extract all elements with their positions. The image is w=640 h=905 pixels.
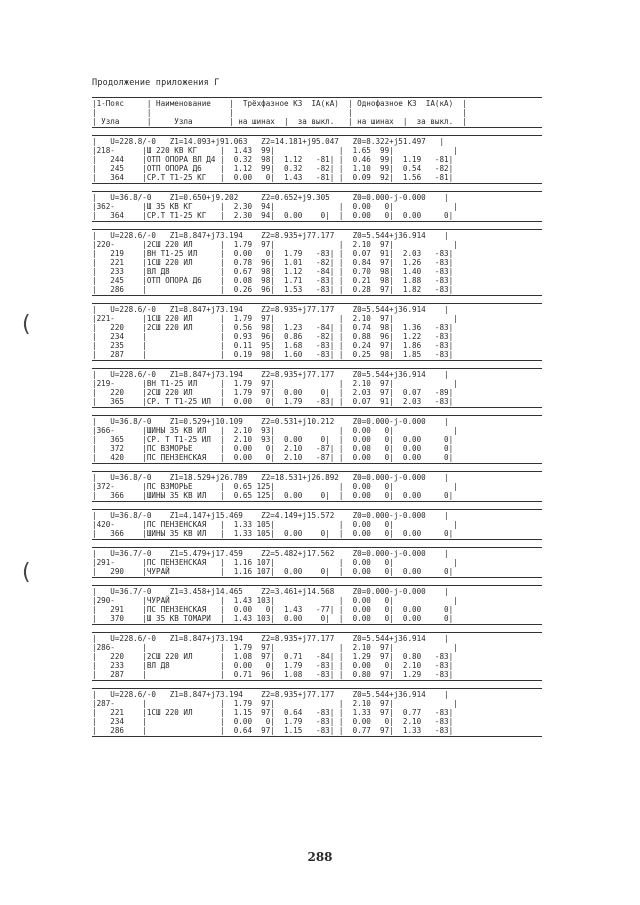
table-row: | 235 | | 0.11 95| 1.68 -83| | 0.24 97| 1.86 -83| (92, 341, 454, 350)
block-gap (92, 185, 542, 190)
table-row: | 287 | | 0.19 98| 1.60 -83| | 0.25 98| 1.85 -83| (92, 350, 454, 359)
table-rule (92, 407, 542, 408)
table-row: |372- |ПС ВЗМОРЬЕ | 0.65 125| | 0.00 0| | (92, 482, 458, 491)
table-row: | 287 | | 0.71 96| 1.08 -83| | 0.80 97| 1.29 -83| (92, 670, 454, 679)
table-rule (92, 368, 542, 369)
table-rule (92, 415, 542, 416)
table-row: | 219 |ВН Т1-25 ИЛ | 0.00 0| 1.79 -83| | 0.07 91| 2.03 -83| (92, 249, 454, 258)
table-row: |291- |ПС ПЕНЗЕНСКАЯ | 1.16 107| | 0.00 0| | (92, 558, 458, 567)
block-gap (92, 409, 542, 414)
table-rule (92, 624, 542, 625)
table-row: | 245 |ОТП ОПОРА Д6 | 0.08 98| 1.71 -83| | 0.21 98| 1.88 -83| (92, 276, 454, 285)
table-rule (92, 632, 542, 633)
table-row: | 370 |Ш 35 КВ ТОМАРИ | 1.43 103| 0.00 0| | 0.00 0| 0.00 0| (92, 614, 454, 623)
table-rule (92, 127, 542, 128)
table-row: | 372 |ПС ВЗМОРЬЕ | 0.00 0| 2.10 -87| | 0.00 0| 0.00 0| (92, 444, 454, 453)
table-row: | 234 | | 0.93 96| 0.86 -82| | 0.88 96| 1.22 -83| (92, 332, 454, 341)
table-row: | 291 |ПС ПЕНЗЕНСКАЯ | 0.00 0| 1.43 -77| | 0.00 0| 0.00 0| (92, 605, 454, 614)
table-rule (92, 135, 542, 136)
table-row: |290- |ЧУРАЙ | 1.43 103| | 0.00 0| | (92, 596, 458, 605)
table-row: | 233 |ВЛ Д8 | 0.00 0| 1.79 -83| | 0.00 0| 2.10 -83| (92, 661, 454, 670)
table-rule (92, 539, 542, 540)
table-row: | 366 |ШИНЫ 35 КВ ИЛ | 1.33 105| 0.00 0| | 0.00 0| 0.00 0| (92, 529, 454, 538)
node-parameter-line: | U=228.6/-0 Z1=8.847+j73.194 Z2=8.935+j77.177 Z0=5.544+j36.914 | (92, 690, 449, 699)
node-parameter-line: | U=36.8/-0 Z1=18.529+j26.789 Z2=18.531+j26.892 Z0=0.000-j-0.000 | (92, 473, 449, 482)
node-parameter-line: | U=228.6/-0 Z1=8.847+j73.194 Z2=8.935+j77.177 Z0=5.544+j36.914 | (92, 634, 449, 643)
table-rule (92, 680, 542, 681)
table-rule (92, 97, 542, 98)
margin-mark: ( (22, 560, 31, 585)
table-row: | 366 |ШИНЫ 35 КВ ИЛ | 0.65 125| 0.00 0| | 0.00 0| 0.00 0| (92, 491, 454, 500)
table-row: |366- |ШИНЫ 35 КВ ИЛ | 2.10 93| | 0.00 0| | (92, 426, 458, 435)
block-gap (92, 626, 542, 631)
node-parameter-line: | U=36.7/-0 Z1=5.479+j17.459 Z2=5.482+j17.562 Z0=0.000-j-0.000 | (92, 549, 449, 558)
table-row: | 220 |2СШ 220 ИЛ | 1.79 97| 0.00 0| | 2.03 97| 0.07 -89| (92, 388, 454, 397)
block-gap (92, 682, 542, 687)
table-header-line: | | | | | (92, 108, 467, 117)
table-rule (92, 229, 542, 230)
table-row: | 245 |ОТП ОПОРА Д6 | 1.12 99| 0.32 -82| | 1.10 99| 0.54 -82| (92, 164, 454, 173)
table-rule (92, 577, 542, 578)
node-parameter-line: | U=228.6/-0 Z1=8.847+j73.194 Z2=8.935+j77.177 Z0=5.544+j36.914 | (92, 231, 449, 240)
block-gap (92, 579, 542, 584)
table-row: | 286 | | 0.26 96| 1.53 -83| | 0.28 97| 1.82 -83| (92, 285, 454, 294)
table-row: |221- |1СШ 220 ИЛ | 1.79 97| | 2.10 97| | (92, 314, 458, 323)
table-row: | 221 |1СШ 220 ИЛ | 1.15 97| 0.64 -83| | 1.33 97| 0.77 -83| (92, 708, 454, 717)
table-row: | 233 |ВЛ Д8 | 0.67 98| 1.12 -84| | 0.70 98| 1.40 -83| (92, 267, 454, 276)
table-row: |362- |Ш 35 КВ КГ | 2.30 94| | 0.00 0| | (92, 202, 458, 211)
table-row: |420- |ПС ПЕНЗЕНСКАЯ | 1.33 105| | 0.00 0| | (92, 520, 458, 529)
table-row: | 220 |2СШ 220 ИЛ | 0.56 98| 1.23 -84| | 0.74 98| 1.36 -83| (92, 323, 454, 332)
table-rule (92, 547, 542, 548)
page-number: 288 (307, 850, 333, 864)
table-rule (92, 183, 542, 184)
table-row: | 286 | | 0.64 97| 1.15 -83| | 0.77 97| 1.33 -83| (92, 726, 454, 735)
table-rule (92, 295, 542, 296)
table-rule (92, 360, 542, 361)
node-parameter-line: | U=228.8/-0 Z1=14.093+j91.063 Z2=14.181+j95.047 Z0=8.322+j51.497 | (92, 137, 445, 146)
table-rule (92, 221, 542, 222)
table-rule (92, 191, 542, 192)
block-gap (92, 129, 542, 134)
table-row: | 234 | | 0.00 0| 1.79 -83| | 0.00 0| 2.10 -83| (92, 717, 454, 726)
table-row: |286- | | 1.79 97| | 2.10 97| | (92, 643, 458, 652)
block-gap (92, 297, 542, 302)
page-title: Продолжение приложения Г (92, 78, 220, 88)
node-parameter-line: | U=36.8/-0 Z1=4.147+j15.469 Z2=4.149+j15.572 Z0=0.000-j-0.000 | (92, 511, 449, 520)
table-row: | 221 |1СШ 220 ИЛ | 0.78 96| 1.01 -82| | 0.84 97| 1.26 -83| (92, 258, 454, 267)
table-rule (92, 585, 542, 586)
table-header-line: |1-Пояс | Наименование | Трёхфазное КЗ IA(кА) | Однофазное КЗ IA(кА) | (92, 99, 467, 108)
node-parameter-line: | U=228.6/-0 Z1=8.847+j73.194 Z2=8.935+j77.177 Z0=5.544+j36.914 | (92, 305, 449, 314)
node-parameter-line: | U=36.8/-0 Z1=0.650+j9.202 Z2=0.652+j9.305 Z0=0.000-j-0.000 | (92, 193, 449, 202)
node-parameter-line: | U=36.8/-0 Z1=0.529+j10.109 Z2=0.531+j10.212 Z0=0.000-j-0.000 | (92, 417, 449, 426)
table-row: |220- |2СШ 220 ИЛ | 1.79 97| | 2.10 97| | (92, 240, 458, 249)
block-gap (92, 223, 542, 228)
block-gap (92, 362, 542, 367)
table-row: | 420 |ПС ПЕНЗЕНСКАЯ | 0.00 0| 2.10 -87| | 0.00 0| 0.00 0| (92, 453, 454, 462)
margin-mark: ( (22, 312, 31, 337)
table-row: | 290 |ЧУРАЙ | 1.16 107| 0.00 0| | 0.00 0| 0.00 0| (92, 567, 454, 576)
node-parameter-line: | U=228.6/-0 Z1=8.847+j73.194 Z2=8.935+j77.177 Z0=5.544+j36.914 | (92, 370, 449, 379)
table-row: |219- |ВН Т1-25 ИЛ | 1.79 97| | 2.10 97| | (92, 379, 458, 388)
block-gap (92, 503, 542, 508)
table-row: | 365 |СР. Т Т1-25 ИЛ | 2.10 93| 0.00 0| | 0.00 0| 0.00 0| (92, 435, 454, 444)
table-rule (92, 501, 542, 502)
table-row: | 365 |СР. Т Т1-25 ИЛ | 0.00 0| 1.79 -83| | 0.07 91| 2.03 -83| (92, 397, 454, 406)
table-header-line: | Узла | Узла | на шинах | за выкл. | на шинах | за выкл. | (92, 117, 467, 126)
block-gap (92, 465, 542, 470)
table-rule (92, 303, 542, 304)
fault-current-table (92, 96, 542, 738)
node-parameter-line: | U=36.7/-0 Z1=3.458+j14.465 Z2=3.461+j14.568 Z0=0.000-j-0.000 | (92, 587, 449, 596)
table-row: | 364 |СР.Т Т1-25 КГ | 2.30 94| 0.00 0| | 0.00 0| 0.00 0| (92, 211, 454, 220)
table-row: |218- |Ш 220 КВ КГ | 1.43 99| | 1.65 99| | (92, 146, 458, 155)
table-rule (92, 471, 542, 472)
table-row: | 364 |СР.Т Т1-25 КГ | 0.00 0| 1.43 -81| | 0.09 92| 1.56 -81| (92, 173, 454, 182)
table-rule (92, 509, 542, 510)
table-rule (92, 736, 542, 737)
table-rule (92, 463, 542, 464)
table-row: | 220 |2СШ 220 ИЛ | 1.08 97| 0.71 -84| | 1.29 97| 0.80 -83| (92, 652, 454, 661)
table-row: |287- | | 1.79 97| | 2.10 97| | (92, 699, 458, 708)
block-gap (92, 541, 542, 546)
table-row: | 244 |ОТП ОПОРА ВЛ Д4 | 0.32 98| 1.12 -81| | 0.46 99| 1.19 -81| (92, 155, 454, 164)
table-rule (92, 688, 542, 689)
